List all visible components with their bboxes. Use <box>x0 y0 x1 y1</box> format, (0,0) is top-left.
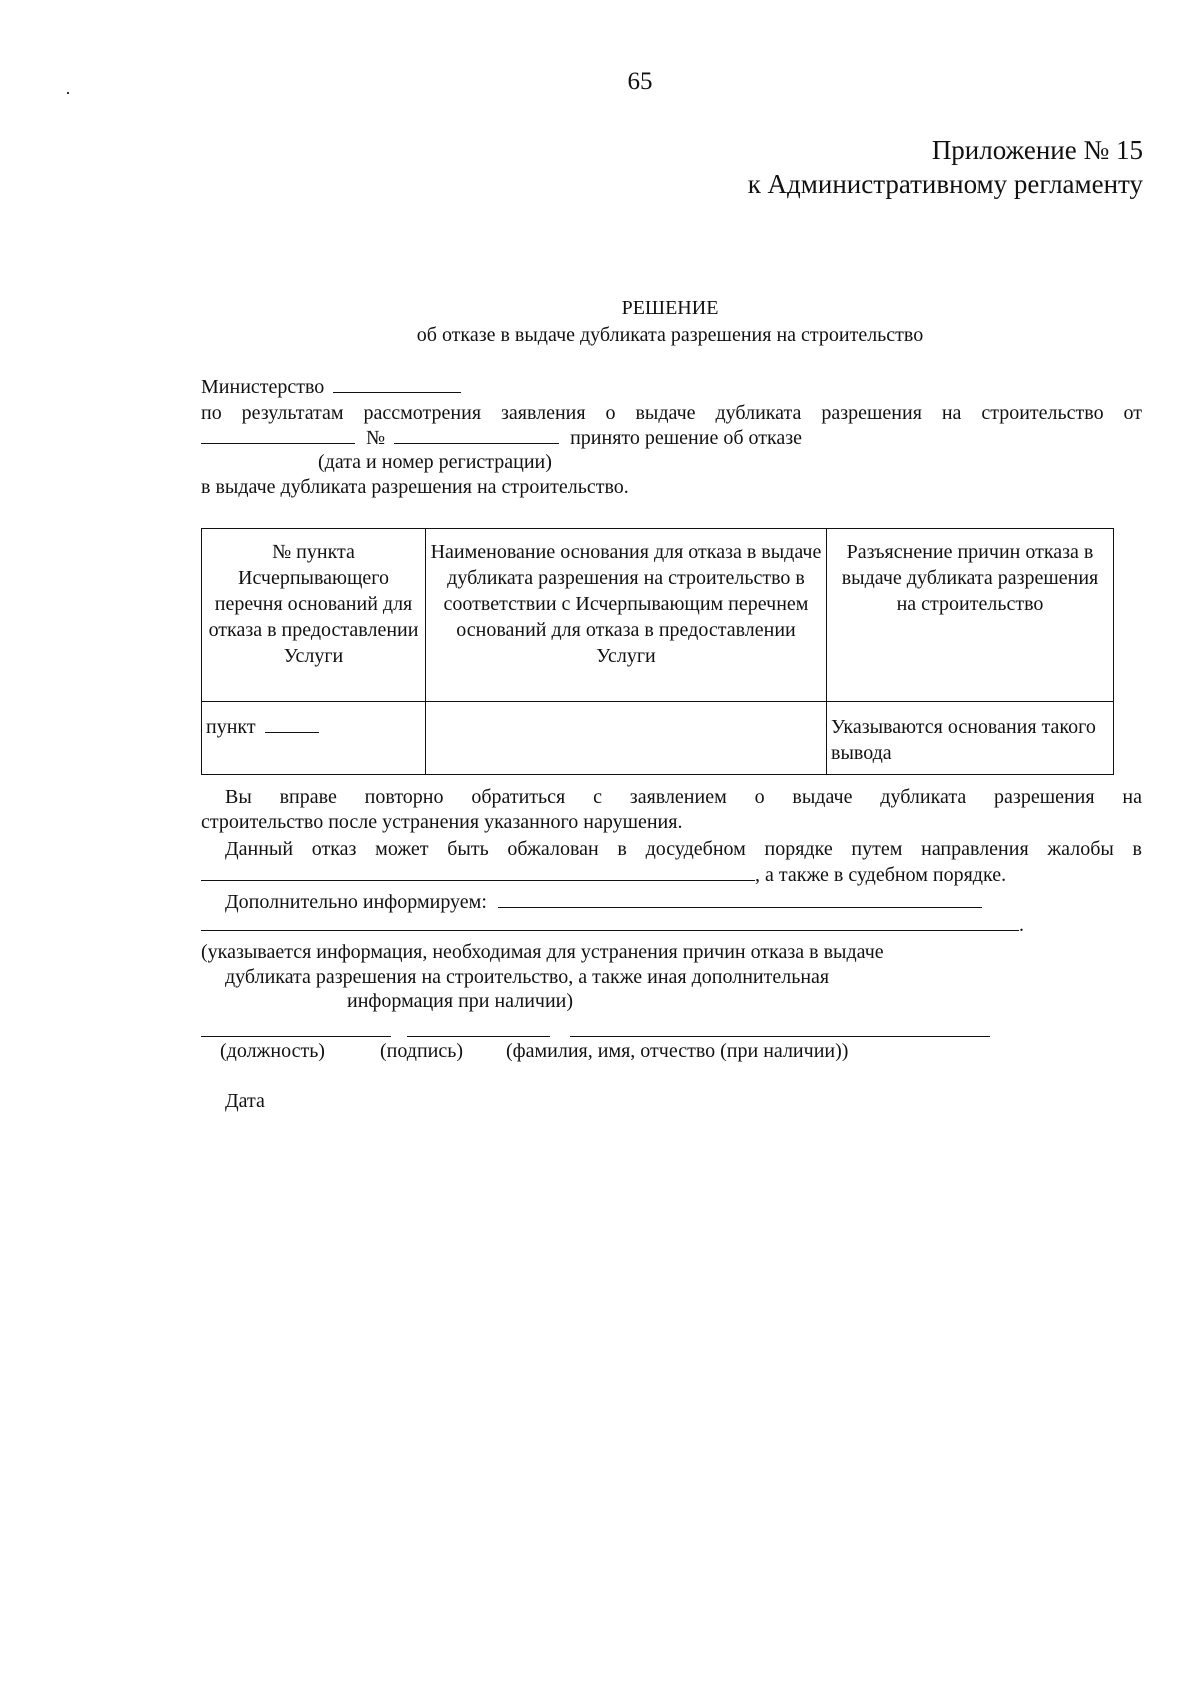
additional-hint-line-3: информация при наличии) <box>347 990 574 1012</box>
number-sign: № <box>366 427 386 449</box>
full-name-blank[interactable] <box>570 1018 990 1037</box>
decision-text: принято решение об отказе <box>570 427 803 449</box>
clause-number-blank[interactable] <box>265 714 319 733</box>
reapply-line-2: строительство после устранения указанного нарушения. <box>201 811 683 833</box>
document-subtitle: об отказе в выдаче дубликата разрешения на строительство <box>416 324 924 346</box>
additional-info-blank[interactable] <box>498 889 982 908</box>
signature-caption: (подпись) <box>380 1040 464 1062</box>
additional-info-line <box>225 889 982 914</box>
ministry-blank[interactable] <box>333 374 461 393</box>
date-label: Дата <box>225 1090 265 1112</box>
cell-explanation: Указываются основания такого вывода <box>827 702 1114 775</box>
refusal-grounds-table <box>201 528 1114 775</box>
additional-info-label: Дополнительно информируем: <box>225 891 487 913</box>
appeal-authority-blank[interactable] <box>201 862 755 881</box>
appendix-number: Приложение № 15 <box>931 135 1143 165</box>
cell-clause <box>202 702 426 775</box>
table-header-row <box>202 529 1114 702</box>
additional-hint-line-2: дубликата разрешения на строительство, а также иная дополнительная <box>225 966 830 988</box>
position-blank[interactable] <box>201 1018 391 1037</box>
intro-line-3: в выдаче дубликата разрешения на строительство. <box>201 476 629 498</box>
signature-blank[interactable] <box>407 1018 550 1037</box>
date-blank[interactable] <box>201 425 355 444</box>
clause-label: пункт <box>206 716 256 738</box>
registration-hint: (дата и номер регистрации) <box>318 451 552 473</box>
position-caption: (должность) <box>220 1040 325 1062</box>
reapply-line-1: Вы вправе повторно обратиться с заявлением о выдаче дубликата разрешения на <box>225 786 1142 808</box>
appendix-reference: к Административному регламенту <box>747 169 1143 199</box>
scan-speck <box>67 92 69 94</box>
full-name-caption: (фамилия, имя, отчество (при наличии)) <box>506 1040 849 1062</box>
additional-info-continuation: . <box>201 912 1024 937</box>
ministry-line <box>201 374 461 399</box>
intro-line-2 <box>201 425 802 450</box>
header-clause-number: № пункта Исчерпывающего перечня оснований для отказа в предоставлении Услуги <box>202 529 426 702</box>
appeal-line-1: Данный отказ может быть обжалован в досудебном порядке путем направления жалобы в <box>225 838 1142 860</box>
page-number: 65 <box>627 68 653 95</box>
header-explanation: Разъяснение причин отказа в выдаче дубликата разрешения на строительство <box>827 529 1114 702</box>
additional-info-blank-2[interactable] <box>201 912 1019 931</box>
ministry-label: Министерство <box>201 376 325 398</box>
appeal-line-2 <box>201 862 1006 887</box>
intro-line-1: по результатам рассмотрения заявления о выдаче дубликата разрешения на строительство от <box>201 402 1142 424</box>
table-row <box>202 702 1114 775</box>
additional-hint-line-1: (указывается информация, необходимая для устранения причин отказа в выдаче <box>201 941 884 963</box>
registration-number-blank[interactable] <box>394 425 559 444</box>
cell-ground-name[interactable] <box>426 702 827 775</box>
document-title: РЕШЕНИЕ <box>621 297 719 319</box>
header-ground-name: Наименование основания для отказа в выдаче дубликата разрешения на строительство в соответствии с Исчерпывающим перечнем оснований для отказа в предоставлении Услуги <box>426 529 827 702</box>
appeal-suffix: , а также в судебном порядке. <box>755 864 1007 886</box>
